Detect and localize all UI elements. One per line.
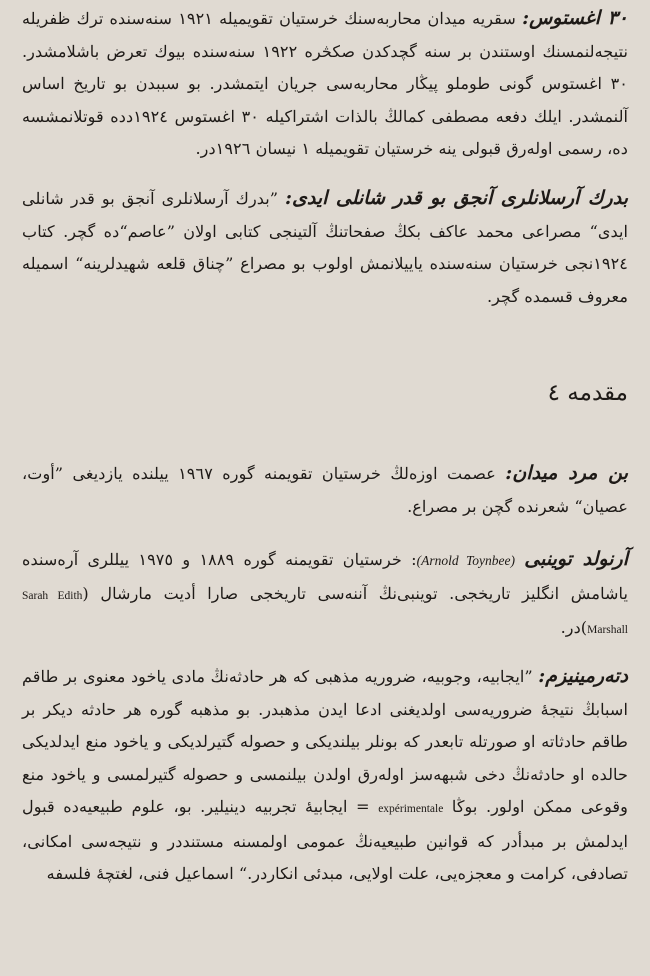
note-entry-badr-lions bbox=[22, 182, 628, 313]
entry-text: ”بدرك آرسلانلری آنجق بو قدر شانلی ایدی“ مصراعی محمد عاكف بكڭ صفحاتنڭ آلتینجی كتابی اولان ”عاصم“ده گچر. كتاب ١٩٢٤نجی خرستیان سنه‌سنده یاییلانمش اولوب بو مصراع ”چناق قلعه شهیدلرینه“ اسمیله معروف قسمده گچر. bbox=[22, 189, 628, 306]
entry-text: سقریه میدان محاربه‌سنك خرستیان تقویمیله ١٩٢١ سنه‌سنده ترك ظفریله نتیجه‌لنمسنك اوستندن بر سنه گچدكدن صكڅره ١٩٢٢ سنه‌سنده بیوك تعرض باشلامشدر. ٣٠ اغستوس گونی طوملو پیڭار محاربه‌سی جریان ایتمشدر. بو سببدن بو تاریخ اساس آلنمشدر. ایلك دفعه مصطفی كمالڭ بالذات اشتراكیله ٣٠ اغستوس ١٩٢٤دده قوتلانمشسه ده، رسمی اوله‌رق قبولی ینه خرستیان تقویمیله ١ نیسان ١٩٢٦در. bbox=[22, 9, 628, 158]
entry-term: بدرك آرسلانلری آنجق بو قدر شانلی ایدی: bbox=[285, 187, 628, 209]
note-entry-determinism bbox=[22, 660, 628, 891]
entry-latin-name-2: Sarah Edith Marshall bbox=[22, 589, 628, 636]
entry-term: دته‌رمینیزم: bbox=[538, 665, 628, 687]
entry-term: آرنولد توینبی bbox=[524, 548, 628, 570]
entry-text: ”ایجابیه، وجوبیه، ضروریه مذهبی كه هر حادثه‌نڭ مادی یاخود معنوی بر طاقم اسبابڭ نتیجۀ ضروریه‌سی اولدیغنی ادعا ایدن مذهبدر. بو مذهبه گوره هر حادثه دیكر بر طاقم حادثاته او صورتله تابعدر كه بونلر بیلندیكی و حصوله گتیرلدیكی و یاخود منع ایدلدیكی حالده او حادثه‌نڭ دخی شبهه‌سز اوله‌رق اولدن بیلنمسی و حصوله گتیرلمسی و یاخود منع وقوعی ممكن اولور. بوڭا bbox=[22, 667, 628, 816]
section-heading: مقدمه ٤ bbox=[547, 380, 628, 406]
entry-text: عصمت اوزه‌لڭ خرستیان تقویمنه گوره ١٩٦٧ ییلنده یازدیغی ”أوت، عصیان“ شعرنده گچن بر مصراع. bbox=[22, 464, 628, 516]
entry-latin-word: expérimentale bbox=[378, 803, 444, 815]
entry-term: بن مرد میدان: bbox=[505, 462, 629, 484]
note-entry-arnold-toynbee bbox=[22, 543, 628, 647]
entry-text-end: )در. bbox=[560, 618, 588, 637]
entry-text-continued: = ایجابیۀ تجربیه دینیلیر. بو، علوم طبیعیه‌ده قبول ایدلمش بر مبدأدر كه قوانین طبیعیه‌نڭ عمومی اولمسنه مستنددر و نتیجه‌سی امكانی، تصادفی، كرامت و معجزه‌یی، علت اولایی، مبدئی انكاردر.“ اسماعیل فنی، لغتچۀ فلسفه bbox=[22, 797, 628, 883]
note-entry-30-august bbox=[22, 2, 628, 166]
entry-term: ٣٠ اغستوس: bbox=[522, 7, 628, 29]
note-entry-ben-merd-meydan bbox=[22, 457, 628, 523]
entry-text: : خرستیان تقویمنه گوره ١٨٨٩ و ١٩٧٥ ییللری آره‌سنده یاشامش انگلیز تاریخجی. توینبی‌نڭ آننه‌سی تاریخجی صارا أدیت مارشال ( bbox=[22, 550, 628, 603]
entry-latin-name: (Arnold Toynbee) bbox=[416, 553, 516, 568]
